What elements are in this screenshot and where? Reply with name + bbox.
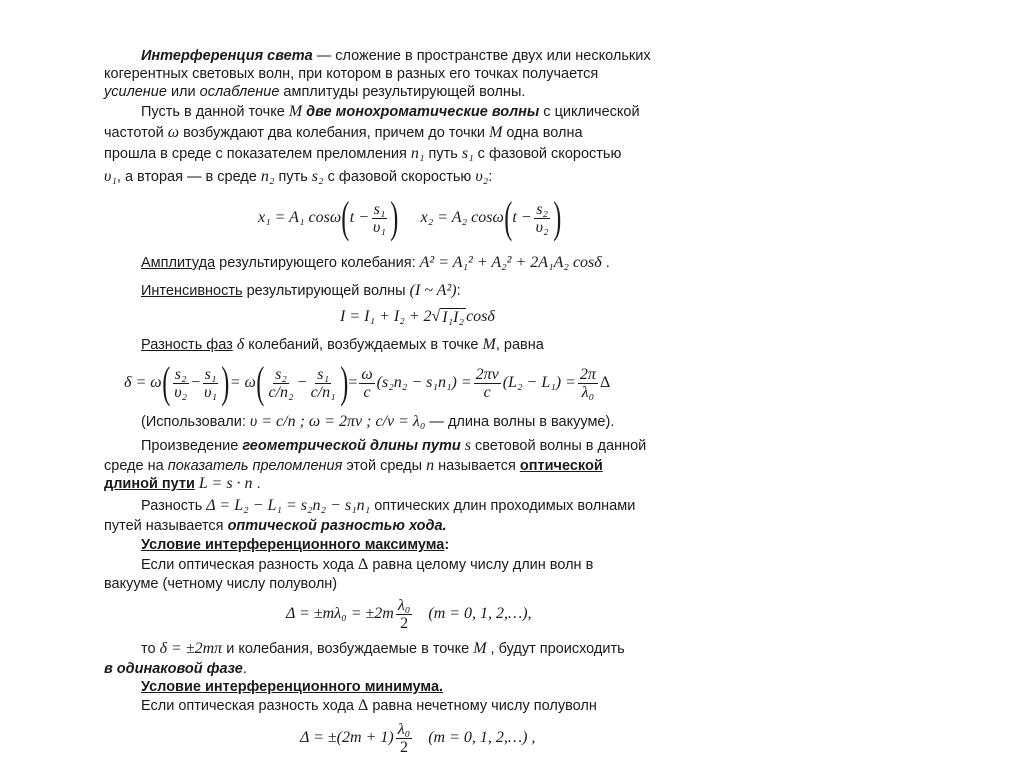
- term-amplitude: Амплитуда: [141, 255, 216, 271]
- formula-used: υ = c/n ; ω = 2πν ; c/ν = λ₀: [249, 413, 426, 430]
- text: , будут происходить: [486, 641, 625, 657]
- fraction: [534, 201, 551, 236]
- text: результирующего колебания:: [215, 255, 420, 271]
- heading-maximum: [141, 536, 449, 554]
- text: называется: [434, 458, 520, 474]
- numerator: s₂: [536, 200, 548, 218]
- para-definition: [141, 47, 651, 65]
- paren-right: ): [339, 358, 349, 407]
- math-n1: n₁: [410, 145, 425, 162]
- text-line: [104, 475, 261, 493]
- text: частотой: [104, 125, 168, 141]
- term-monochromatic: две монохроматические волны: [302, 104, 540, 120]
- text-line: [104, 660, 247, 678]
- equation-minimum: [300, 716, 535, 760]
- fraction: [578, 366, 598, 401]
- math-Delta: Δ: [358, 556, 369, 573]
- numerator: s₁: [317, 365, 330, 383]
- text: Разность: [141, 498, 207, 514]
- text: путей называется: [104, 518, 228, 534]
- text-line: [104, 65, 598, 83]
- math-omega: ω: [167, 124, 180, 141]
- formula-part: t −: [512, 209, 532, 226]
- text: Если оптическая разность хода: [141, 557, 359, 573]
- denominator: υ₁: [204, 383, 218, 401]
- formula-part: (s₂n₂ − s₁n₁) =: [376, 374, 472, 391]
- text: (Использовали:: [141, 414, 250, 430]
- text: .: [252, 476, 261, 492]
- formula-part: Δ = ±(2m + 1): [300, 729, 394, 746]
- term-optical-path-difference: оптической разностью хода.: [227, 518, 447, 534]
- math-s2: s₂: [311, 168, 324, 185]
- formula-part: −: [297, 374, 307, 391]
- numerator: 2πν: [475, 365, 499, 383]
- text: с фазовой скоростью: [323, 169, 476, 185]
- paren-left: (: [161, 358, 170, 407]
- formula-root: I₁I₂: [442, 308, 465, 326]
- text: :: [444, 537, 450, 553]
- numerator: s₂: [174, 365, 187, 383]
- math-delta: δ: [232, 336, 249, 353]
- denominator: 2: [400, 614, 409, 632]
- denominator: c/n₁: [310, 383, 336, 401]
- formula-path-diff: Δ = L₂ − L₁ = s₂n₂ − s₁n₁: [206, 497, 371, 514]
- text: путь: [274, 169, 312, 185]
- text-line: [104, 83, 525, 101]
- math-v2: υ₂: [475, 168, 489, 185]
- text: Если оптическая разность хода: [141, 698, 359, 714]
- formula-intensity-prop: (I ~ A²): [409, 282, 457, 299]
- text: , равна: [495, 337, 544, 353]
- term-amplification: усиление: [104, 84, 167, 100]
- phase-line: [141, 336, 544, 354]
- fraction: [396, 721, 413, 756]
- formula-part: x₂ = A₂ cosω: [420, 209, 504, 226]
- text: равна нечетному числу полуволн: [368, 698, 597, 714]
- text-line: [141, 640, 625, 658]
- equation-intensity: [340, 305, 495, 329]
- text: световой волны в данной: [474, 438, 647, 454]
- paren-left: (: [341, 193, 350, 242]
- term-attenuation: ослабление: [199, 84, 280, 100]
- math-Delta: Δ: [358, 697, 369, 714]
- fraction: [359, 366, 374, 401]
- math-s: s: [460, 437, 475, 454]
- term-intensity: Интенсивность: [141, 283, 243, 299]
- text: — сложение в пространстве двух или нескольких: [312, 48, 651, 64]
- paren-left: (: [504, 193, 513, 242]
- text: :: [488, 169, 493, 185]
- formula-part: I = I₁ + I₂ + 2: [340, 308, 432, 325]
- text-line: [104, 124, 583, 142]
- formula-phase-max: δ = ±2mπ: [159, 640, 223, 657]
- equation-maximum: [286, 592, 532, 636]
- text: колебаний, возбуждаемых в точке: [248, 337, 483, 353]
- text-line: [141, 556, 593, 574]
- text: вакууме (четному числу полуволн): [104, 576, 338, 592]
- text: возбуждают два колебания, причем до точки: [179, 125, 490, 141]
- section-title: Условие интерференционного максимума: [141, 537, 445, 553]
- text: :: [456, 283, 461, 299]
- text: с циклической: [539, 104, 640, 120]
- text-line: [141, 497, 635, 515]
- numerator: s₁: [373, 200, 386, 218]
- math-M: M: [489, 124, 503, 141]
- equation-phase: [124, 356, 610, 410]
- paren-left: (: [256, 358, 265, 407]
- intensity-line: [141, 282, 461, 300]
- formula-part: (m = 0, 1, 2,…) ,: [428, 729, 536, 746]
- text-line: [104, 168, 492, 186]
- denominator: c: [483, 383, 491, 401]
- text-line: [141, 437, 646, 455]
- text: .: [601, 255, 610, 271]
- denominator: c: [363, 383, 371, 401]
- text: амплитуды результирующей волны.: [279, 84, 526, 100]
- equation-waves: [258, 190, 561, 246]
- fraction: [474, 366, 501, 401]
- math-n: n: [426, 457, 435, 474]
- formula-part: −: [191, 374, 201, 391]
- text-line: [104, 575, 337, 593]
- formula-amplitude: A² = A₁² + A₂² + 2A₁A₂ cosδ: [419, 254, 602, 271]
- used-note: [141, 413, 614, 431]
- formula-optical-length: L = s · n: [194, 475, 253, 492]
- formula-part: = ω: [229, 374, 256, 391]
- text: этой среды: [342, 458, 427, 474]
- paren-right: ): [390, 193, 399, 242]
- math-s1: s₁: [461, 145, 474, 162]
- formula-part: x₁ = A₁ cosω: [258, 209, 342, 226]
- text: результирующей волны: [242, 283, 410, 299]
- numerator: s₂: [275, 365, 287, 383]
- text: равна целому числу длин волн в: [368, 557, 594, 573]
- text-line: [141, 103, 640, 121]
- text: одна волна: [502, 125, 583, 141]
- text-line: [104, 457, 603, 475]
- numerator: λ₀: [397, 596, 411, 614]
- denominator: c/n₂: [268, 383, 294, 401]
- numerator: 2π: [579, 365, 596, 383]
- paren-right: ): [552, 193, 561, 242]
- text: с фазовой скоростью: [473, 146, 622, 162]
- formula-part: t −: [349, 209, 370, 226]
- numerator: λ₀: [397, 720, 411, 738]
- fraction: [266, 366, 295, 401]
- text: и колебания, возбуждаемые в точке: [222, 641, 474, 657]
- numerator: ω: [361, 365, 373, 383]
- sqrt-sign: √: [431, 308, 441, 325]
- text: , а вторая — в среде: [116, 169, 261, 185]
- paren-right: ): [221, 358, 230, 407]
- formula-part: δ = ω: [124, 374, 162, 391]
- denominator: 2: [399, 738, 408, 756]
- term-optical: оптической: [519, 458, 603, 474]
- term-same-phase: в одинаковой фазе: [104, 661, 243, 677]
- text-line: [104, 517, 447, 535]
- math-M: M: [288, 103, 303, 120]
- math-M: M: [473, 640, 487, 657]
- fraction: [396, 597, 413, 632]
- formula-part: Δ: [599, 374, 611, 391]
- text: прошла в среде с показателем преломления: [104, 146, 411, 162]
- amplitude-line: [141, 254, 610, 272]
- text-line: [141, 697, 597, 715]
- formula-part: (L₂ − L₁) =: [502, 374, 576, 391]
- text: путь: [424, 146, 462, 162]
- denominator: υ₂: [535, 218, 549, 236]
- text: Произведение: [141, 438, 243, 454]
- math-n2: n₂: [260, 168, 275, 185]
- text-line: [104, 145, 621, 163]
- fraction: [172, 366, 189, 401]
- formula-part: Δ = ±mλ₀ = ±2m: [286, 605, 394, 622]
- term-interference: Интерференция света: [141, 48, 313, 64]
- text: оптических длин проходимых волнами: [370, 498, 636, 514]
- heading-minimum: [141, 678, 443, 696]
- text: — длина волны в вакууме).: [425, 414, 615, 430]
- math-v1: υ₁: [104, 168, 117, 185]
- term-refraction-index: показатель преломления: [167, 458, 343, 474]
- text: когерентных световых волн, при котором в разных его точках получается: [104, 66, 599, 82]
- numerator: s₁: [204, 365, 217, 383]
- formula-part: cosδ: [466, 308, 495, 325]
- section-title: Условие интерференционного минимума.: [141, 679, 444, 695]
- text: или: [166, 84, 200, 100]
- fraction: [309, 366, 338, 401]
- formula-part: (m = 0, 1, 2,…),: [428, 605, 532, 622]
- fraction: [371, 201, 388, 236]
- denominator: υ₂: [174, 383, 188, 401]
- text: то: [141, 641, 160, 657]
- denominator: λ₀: [581, 383, 595, 401]
- fraction: [202, 366, 219, 401]
- term-phase-difference: Разность фаз: [141, 337, 233, 353]
- denominator: υ₁: [373, 218, 386, 236]
- text: среде на: [104, 458, 168, 474]
- formula-part: =: [348, 374, 358, 391]
- text: .: [242, 661, 247, 677]
- term-geometric-length: геометрической длины пути: [242, 438, 461, 454]
- text: Пусть в данной точке: [141, 104, 289, 120]
- math-M: M: [482, 336, 496, 353]
- term-path-length: длиной пути: [104, 476, 195, 492]
